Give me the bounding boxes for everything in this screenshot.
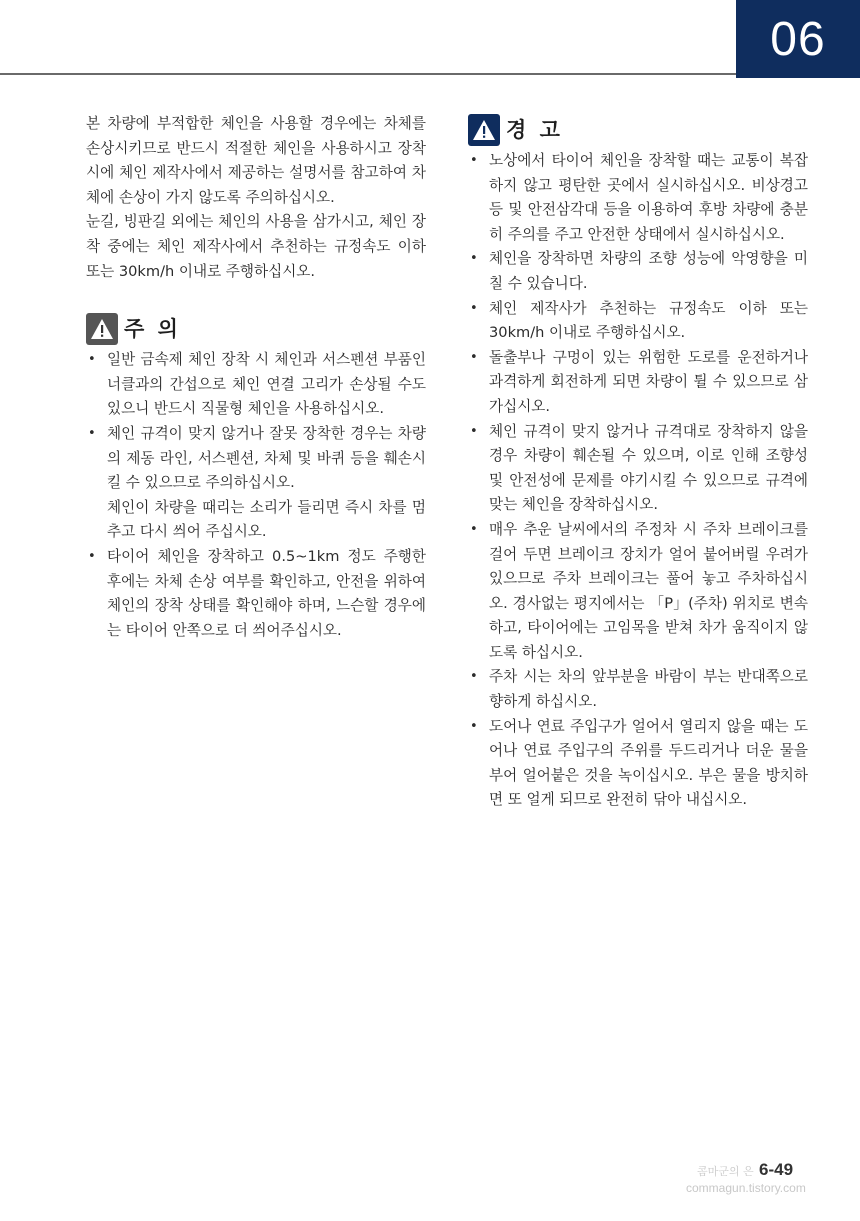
list-item: • 노상에서 타이어 체인을 장착할 때는 교통이 복잡하지 않고 평탄한 곳에서 실시하십시오. 비상경고등 및 안전삼각대 등을 이용하여 후방 차량에 충분히 주의를 주고 안전한 상태에서 실시하십시오. bbox=[470, 152, 808, 243]
list-item: • 일반 금속제 체인 장착 시 체인과 서스펜션 부품인 너클과의 간섭으로 체인 연결 고리가 손상될 수도 있으니 반드시 직물형 체인을 사용하십시오. bbox=[88, 351, 426, 418]
list-item: • 체인 규격이 맞지 않거나 규격대로 장착하지 않을 경우 차량이 훼손될 수 있으며, 이로 인해 조향성 및 안전성에 문제를 야기시킬 수 있으므로 규격에 맞는 체인을 장착하십시오. bbox=[470, 422, 808, 514]
chapter-number: 06 bbox=[770, 12, 826, 66]
warning-title: 경 고 bbox=[506, 117, 563, 142]
watermark-text: 콤마군의 은 bbox=[697, 1165, 754, 1178]
right-column bbox=[468, 113, 808, 813]
caution-badge bbox=[86, 313, 118, 345]
list-item: • 주차 시는 차의 앞부분을 바람이 부는 반대쪽으로 향하게 하십시오. bbox=[470, 668, 808, 711]
caution-header bbox=[86, 312, 426, 346]
caution-list bbox=[86, 348, 426, 643]
warning-badge bbox=[468, 114, 500, 146]
list-item: • 체인 제작사가 추천하는 규정속도 이하 또는 30km/h 이내로 주행하십시오. bbox=[470, 299, 808, 342]
warning-list bbox=[468, 149, 808, 813]
warning-triangle-icon bbox=[471, 118, 497, 142]
list-item: • 체인 규격이 맞지 않거나 잘못 장착한 경우는 차량의 제동 라인, 서스펜션, 차체 및 바퀴 등을 훼손시킬 수 있으므로 주의하십시오. 체인이 차량을 때리는 소리가 들리면 즉시 차를 멈추고 다시 씌어 주십시오. bbox=[88, 424, 426, 541]
intro-paragraph-2: 눈길, 빙판길 외에는 체인의 사용을 삼가시고, 체인 장착 중에는 체인 제작사에서 추천하는 규정속도 이하 또는 30km/h 이내로 주행하십시오. bbox=[86, 213, 426, 280]
list-item-extra: 체인이 차량을 때리는 소리가 들리면 즉시 차를 멈추고 다시 씌어 주십시오. bbox=[107, 498, 426, 541]
caution-title: 주 의 bbox=[124, 316, 181, 341]
list-item: • 체인을 장착하면 차량의 조향 성능에 악영향을 미칠 수 있습니다. bbox=[470, 250, 808, 292]
list-item: • 타이어 체인을 장착하고 0.5~1km 정도 주행한 후에는 차체 손상 여부를 확인하고, 안전을 위하여 체인의 장착 상태를 확인해야 하며, 느슨할 경우에는 타이어 안쪽으로 더 씌어주십시오. bbox=[88, 547, 426, 639]
page-number: 6-49 bbox=[759, 1160, 794, 1179]
watermark-url: commagun.tistory.com bbox=[686, 1181, 806, 1195]
warning-header bbox=[468, 113, 808, 147]
list-item: • 매우 추운 날씨에서의 주정차 시 주차 브레이크를 걸어 두면 브레이크 장치가 얼어 붙어버릴 우려가 있으므로 주차 브레이크는 풀어 놓고 주차하십시오. 경사없는 평지에서는 「P」(주차) 위치로 변속하고, 타이어에는 고임목을 받쳐 차가 움직이지 않도록 하십시오. bbox=[470, 520, 808, 661]
list-item: • 돌출부나 구멍이 있는 위험한 도로를 운전하거나 과격하게 회전하게 되면 차량이 튈 수 있으므로 삼가십시오. bbox=[470, 348, 808, 415]
left-column bbox=[86, 112, 426, 643]
intro-paragraph-1: 본 차량에 부적합한 체인을 사용할 경우에는 차체를 손상시키므로 반드시 적절한 체인을 사용하시고 장착 시에 체인 제작사에서 제공하는 설명서를 참고하여 차체에 손상이 가지 않도록 주의하십시오. bbox=[86, 115, 426, 206]
chapter-tab bbox=[736, 0, 860, 78]
list-item: • 도어나 연료 주입구가 얼어서 열리지 않을 때는 도어나 연료 주입구의 주위를 두드리거나 더운 물을 부어 얼어붙은 것을 녹이십시오. 부은 물을 방치하면 또 얼게 되므로 완전히 닦아 내십시오. bbox=[470, 717, 808, 809]
caution-box bbox=[86, 312, 426, 643]
header-rule bbox=[0, 73, 736, 75]
warning-triangle-icon bbox=[89, 317, 115, 341]
